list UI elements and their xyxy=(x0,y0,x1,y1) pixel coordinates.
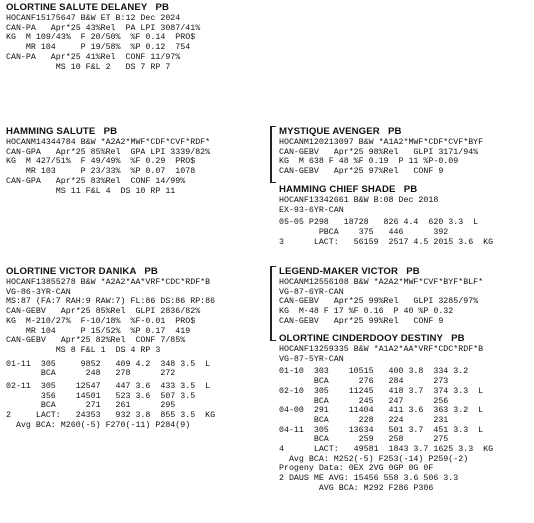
animal-line: MR 103 P 23/33% %P 0.07 1078 xyxy=(6,167,196,177)
animal-line: CAN-GEBV Apr*25 97%Rel CONF 9 xyxy=(279,167,444,177)
animal-block-sire-of-dam xyxy=(279,266,483,327)
animal-block-sire xyxy=(6,126,210,196)
animal-line: MS 8 F&L 1 DS 4 RP 3 xyxy=(6,345,161,355)
lactation-total-row: 4 LACT: 49581 1843 3.7 1625 3.3 KG xyxy=(279,445,494,455)
progeny-data-row: Progeny Data: 0EX 2VG 0GP 0G 0F xyxy=(279,464,434,474)
animal-line: KG M-210/27% F-10/18% %F-0.01 PRO$ xyxy=(6,316,196,326)
animal-line: VG-87-6YR-CAN xyxy=(279,287,344,297)
animal-name: OLORTINE VICTOR DANIKA xyxy=(6,266,137,277)
animal-line: MS 11 F&L 4 DS 10 RP 11 xyxy=(6,186,176,196)
animal-line: EX-93-6YR-CAN xyxy=(279,205,344,215)
animal-badge: PB xyxy=(388,126,402,137)
lactation-row: 05-05 P298 18728 826 4.4 620 3.3 L xyxy=(279,218,479,228)
lactation-row: BCA 276 284 273 xyxy=(279,377,449,387)
animal-line: CAN-GPA Apr*25 83%Rel CONF 14/99% xyxy=(6,176,186,186)
lactation-row: BCA 228 224 231 xyxy=(279,415,449,425)
animal-line: HOCANF13259335 B&W *A1A2*AA*VRF*CDC*RDF*B xyxy=(279,345,484,354)
animal-badge: PB xyxy=(144,266,158,277)
animal-title xyxy=(6,2,200,14)
animal-name: LEGEND-MAKER VICTOR xyxy=(279,266,398,277)
pedigree-bracket xyxy=(270,126,272,183)
animal-line: KG M 427/51% F 49/49% %F 0.29 PRO$ xyxy=(6,157,196,167)
daughters-avg-row: 2 DAUS ME AVG: 15456 558 3.6 506 3.3 xyxy=(279,474,459,484)
animal-name: HAMMING SALUTE xyxy=(6,126,96,137)
lactation-row: PBCA 375 446 392 xyxy=(279,228,449,238)
animal-line: MS:87 (FA:7 RAH:9 RAW:7) FL:86 DS:86 RP:86 xyxy=(6,297,216,307)
pedigree-bracket-tick xyxy=(270,182,276,183)
animal-block-dam-of-sire xyxy=(279,184,493,248)
lactation-row: 04-00 291 11404 411 3.6 363 3.2 L xyxy=(279,406,484,416)
animal-line: CAN-GEBV Apr*25 85%Rel GLPI 2836/82% xyxy=(6,307,201,317)
animal-line: HOCANM14344784 B&W *A2A2*MWF*CDF*CVF*RDF* xyxy=(6,138,211,147)
animal-badge: PB xyxy=(103,126,118,137)
animal-line: KG M-48 F 17 %F 0.16 P 40 %P 0.32 xyxy=(279,307,454,317)
animal-name: OLORTINE SALUTE DELANEY xyxy=(6,2,148,13)
animal-line: HOCANF13855278 B&W *A2A2*AA*VRF*CDC*RDF*B xyxy=(6,278,211,287)
lactation-total-row: 3 LACT: 56159 2517 4.5 2015 3.6 KG xyxy=(279,237,494,247)
animal-title xyxy=(279,126,483,138)
animal-block-dam xyxy=(6,2,200,72)
pedigree-bracket-tick xyxy=(270,266,276,267)
animal-line: CAN-GPA Apr*25 85%Rel GPA LPI 3339/82% xyxy=(6,147,211,157)
avg-bca-row: Avg BCA: M252(-5) F253(-14) P259(-2) xyxy=(279,454,469,464)
avg-bca-row: Avg BCA: M260(-5) F270(-11) P284(9) xyxy=(6,420,191,430)
animal-line: VG-86-3YR-CAN xyxy=(6,287,71,297)
lactation-row: BCA 271 261 295 xyxy=(6,401,176,411)
animal-title xyxy=(279,184,493,196)
pedigree-bracket-tick xyxy=(270,340,276,341)
animal-line: MS 10 F&L 2 DS 7 RP 7 xyxy=(6,62,171,72)
animal-line: CAN-PA Apr*25 43%Rel PA LPI 3087/41% xyxy=(6,23,201,33)
lactation-row: 01-11 305 9852 409 4.2 348 3.5 L xyxy=(6,359,211,369)
animal-name: MYSTIQUE AVENGER xyxy=(279,126,380,137)
animal-badge: PB xyxy=(403,184,418,195)
animal-line: MR 104 P 19/58% %P 0.12 754 xyxy=(6,43,191,53)
animal-line: VG-87-5YR-CAN xyxy=(279,354,344,364)
animal-line: CAN-GEBV Apr*25 82%Rel CONF 7/85% xyxy=(6,336,186,346)
lactation-total-row: 2 LACT: 24353 932 3.8 855 3.5 KG xyxy=(6,411,216,421)
animal-title xyxy=(279,333,493,345)
animal-line: CAN-GEBV Apr*25 99%Rel CONF 9 xyxy=(279,316,444,326)
animal-badge: PB xyxy=(155,2,170,13)
animal-line: KG M 638 F 48 %F 0.19 P 11 %P-0.09 xyxy=(279,157,459,167)
animal-line: HOCANF15175647 B&W ET B:12 Dec 2024 xyxy=(6,14,181,23)
lactation-row: BCA 259 258 275 xyxy=(279,435,449,445)
animal-line: CAN-GEBV Apr*25 99%Rel GLPI 3285/97% xyxy=(279,297,479,307)
lactation-row: BCA 248 278 272 xyxy=(6,369,176,379)
lactation-row: 01-10 303 10515 400 3.8 334 3.2 xyxy=(279,367,469,377)
lactation-row: 04-11 305 13634 501 3.7 451 3.3 L xyxy=(279,425,484,435)
lactation-row: BCA 245 247 256 xyxy=(279,396,449,406)
animal-line: CAN-GEBV Apr*25 98%Rel GLPI 3171/94% xyxy=(279,147,479,157)
animal-block-dam-detail xyxy=(6,266,215,431)
animal-line: HOCANM120213097 B&W *A1A2*MWF*CDF*CVF*BYF xyxy=(279,138,484,147)
animal-badge: PB xyxy=(406,266,420,277)
animal-line: CAN-PA Apr*25 41%Rel CONF 11/97% xyxy=(6,52,181,62)
animal-name: HAMMING CHIEF SHADE xyxy=(279,184,396,195)
animal-block-sire-of-sire xyxy=(279,126,483,177)
pedigree-bracket xyxy=(270,266,272,341)
animal-title xyxy=(6,126,210,138)
animal-title xyxy=(6,266,215,278)
animal-line: MR 104 P 15/52% %P 0.17 419 xyxy=(6,326,191,336)
pedigree-bracket-tick xyxy=(270,126,276,127)
lactation-row: 356 14501 523 3.6 507 3.5 xyxy=(6,391,196,401)
animal-line: KG M 109/43% F 20/50% %F 0.14 PRO$ xyxy=(6,33,196,43)
animal-block-dam-of-dam xyxy=(279,333,493,494)
animal-name: OLORTINE CINDERDOOY DESTINY xyxy=(279,333,443,344)
animal-badge: PB xyxy=(451,333,465,344)
lactation-row: 02-10 305 11245 418 3.7 374 3.3 L xyxy=(279,386,484,396)
animal-title xyxy=(279,266,483,278)
lactation-row: 02-11 305 12547 447 3.6 433 3.5 L xyxy=(6,382,211,392)
daughters-avg-bca-row: AVG BCA: M292 F286 P306 xyxy=(279,483,434,493)
animal-line: HOCANF13342661 B&W B:08 Dec 2018 xyxy=(279,196,439,205)
animal-line: HOCANM12556108 B&W *A2A2*MWF*CVF*BYF*BLF* xyxy=(279,278,484,287)
